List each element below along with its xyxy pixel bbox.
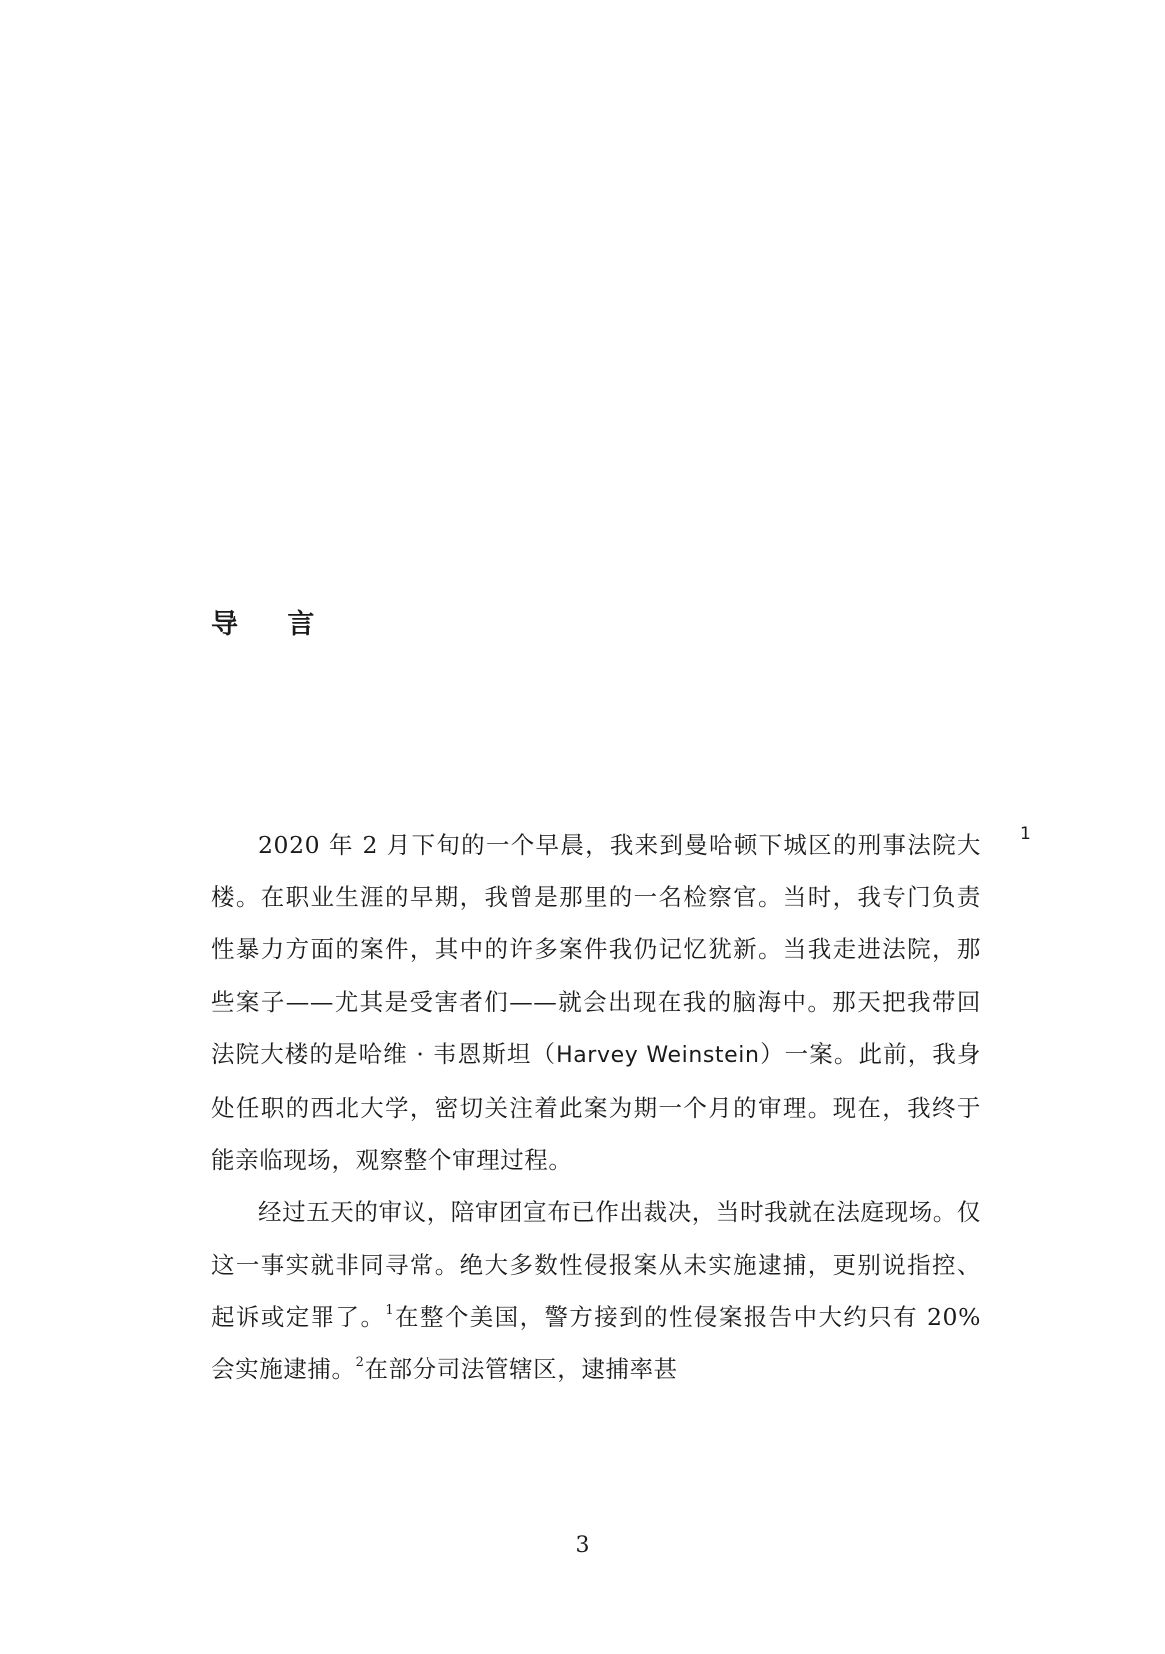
paragraph <box>211 819 981 1186</box>
paragraph-text: 在部分司法管辖区，逮捕率甚 <box>364 1355 678 1384</box>
margin-paragraph-number: 1 <box>1020 824 1031 844</box>
chapter-title: 导 言 <box>211 609 335 640</box>
person-name-latin: Harvey Weinstein <box>556 1042 760 1068</box>
body-text <box>211 819 981 1395</box>
footnote-marker[interactable]: 2 <box>355 1355 365 1371</box>
page-number: 3 <box>575 1533 590 1558</box>
paragraph <box>211 1186 981 1395</box>
paragraph-text: ）一案。此前，我身处任职的西北大学，密切关注着此案为期一个月的审理。现在，我终于能亲临现场，观察整个审理过程。 <box>211 1039 981 1175</box>
paragraph-text: 经过五天的审议，陪审团宣布已作出裁决，当时我就在法庭现场。仅这一事实就非同寻常。绝大多数性侵报案从未实施逮捕，更别说指控、起诉或定罪了。 <box>211 1198 981 1331</box>
footnote-marker[interactable]: 1 <box>385 1303 395 1318</box>
paragraph-text: 2020 年 2 月下旬的一个早晨，我来到曼哈顿下城区的刑事法院大楼。在职业生涯的早期，我曾是那里的一名检察官。当时，我专门负责性暴力方面的案件，其中的许多案件我仍记忆犹新。当我走进法院，那些案子——尤其是受害者们——就会出现在我的脑海中。那天把我带回法院大楼的是哈维 · 韦恩斯坦（ <box>211 831 981 1068</box>
paragraph-text: 在整个美国，警方接到的性侵案报告中大约只有 20% 会实施逮捕。 <box>211 1302 982 1384</box>
